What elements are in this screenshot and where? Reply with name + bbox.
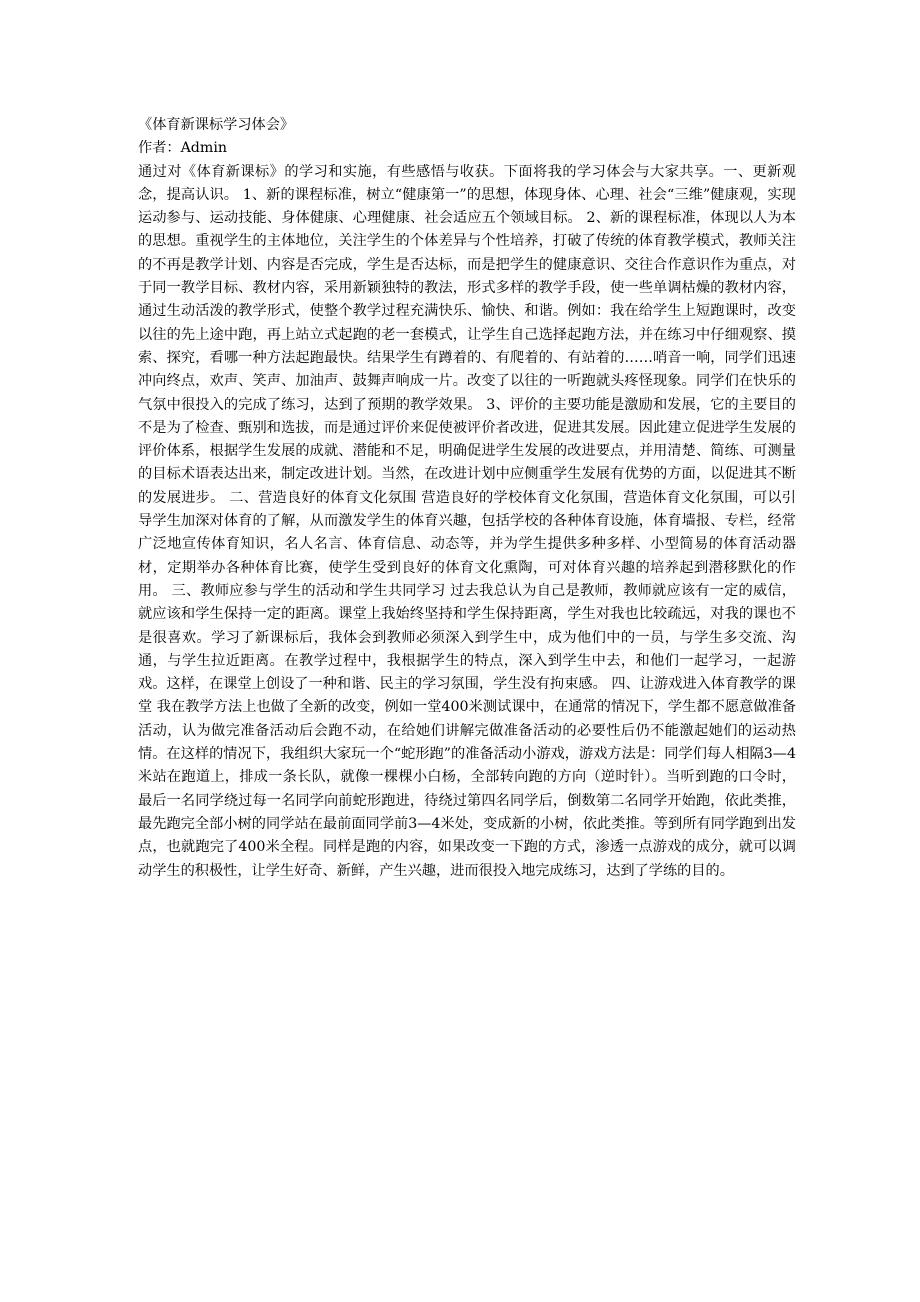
document-title: 《体育新课标学习体会》 bbox=[138, 117, 295, 133]
document-body: 通过对《体育新课标》的学习和实施，有些感悟与收获。下面将我的学习体会与大家共享。一、更新观念，提高认识。 1、新的课程标准，树立“健康第一”的思想，体现身体、心理、社会“三维”健康观，实现运动参与、运动技能、身体健康、心理健康、社会适应五个领域目标。 2、新的课程标准，体现以人为本的思想。重视学生的主体地位，关注学生的个体差异与个性培养，打破了传统的体育教学模式，教师关注的不再是教学计划、内容是否完成，学生是否达标，而是把学生的健康意识、交往合作意识作为重点，对于同一教学目标、教材内容，采用新颖独特的教法，形式多样的教学手段，使一些单调枯燥的教材内容，通过生动活泼的教学形式，使整个教学过程充满快乐、愉快、和谐。例如：我在给学生上短跑课时，改变以往的先上途中跑，再上站立式起跑的老一套模式，让学生自己选择起跑方法，并在练习中仔细观察、摸索、探究，看哪一种方法起跑最快。结果学生有蹲着的、有爬着的、有站着的……哨音一响，同学们迅速冲向终点，欢声、笑声、加油声、鼓舞声响成一片。改变了以往的一听跑就头疼怪现象。同学们在快乐的气氛中很投入的完成了练习，达到了预期的教学效果。 3、评价的主要功能是激励和发展，它的主要目的不是为了检查、甄别和选拔，而是通过评价来促使被评价者改进，促进其发展。因此建立促进学生发展的评价体系，根据学生发展的成就、潜能和不足，明确促进学生发展的改进要点，并用清楚、简练、可测量的目标术语表达出来，制定改进计划。当然，在改进计划中应侧重学生发展有优势的方面，以促进其不断的发展进步。 二、营造良好的体育文化氛围 营造良好的学校体育文化氛围，营造体育文化氛围，可以引导学生加深对体育的了解，从而激发学生的体育兴趣，包括学校的各种体育设施，体育墙报、专栏，经常广泛地宣传体育知识，名人名言、体育信息、动态等，并为学生提供多种多样、小型简易的体育活动器材，定期举办各种体育比赛，使学生受到良好的体育文化熏陶，可对体育兴趣的培养起到潜移默化的作用。 三、教师应参与学生的活动和学生共同学习 过去我总认为自己是教师，教师就应该有一定的威信，就应该和学生保持一定的距离。课堂上我始终坚持和学生保持距离，学生对我也比较疏远，对我的课也不是很喜欢。学习了新课标后，我体会到教师必须深入到学生中，成为他们中的一员，与学生多交流、沟通，与学生拉近距离。在教学过程中，我根据学生的特点，深入到学生中去，和他们一起学习，一起游戏。这样，在课堂上创设了一种和谐、民主的学习氛围，学生没有拘束感。 四、让游戏进入体育教学的课堂 我在教学方法上也做了全新的改变，例如一堂400米测试课中，在通常的情况下，学生都不愿意做准备活动，认为做完准备活动后会跑不动，在给她们讲解完做准备活动的必要性后仍不能激起她们的运动热情。在这样的情况下，我组织大家玩一个“蛇形跑”的准备活动小游戏，游戏方法是：同学们每人相隔3—4米站在跑道上，排成一条长队，就像一棵棵小白杨，全部转向跑的方向（逆时针）。当听到跑的口令时，最后一名同学绕过每一名同学向前蛇形跑进，待绕过第四名同学后，倒数第二名同学开始跑，依此类推，最先跑完全部小树的同学站在最前面同学前3—4米处，变成新的小树，依此类推。等到所有同学跑到出发点，也就跑完了400米全程。同样是跑的内容，如果改变一下跑的方式，渗透一点游戏的成分，就可以调动学生的积极性，让学生好奇、新鲜，产生兴趣，进而很投入地完成练习，达到了学练的目的。 bbox=[138, 163, 796, 879]
document-author: 作者：Admin bbox=[138, 140, 228, 157]
document-page bbox=[138, 114, 796, 883]
